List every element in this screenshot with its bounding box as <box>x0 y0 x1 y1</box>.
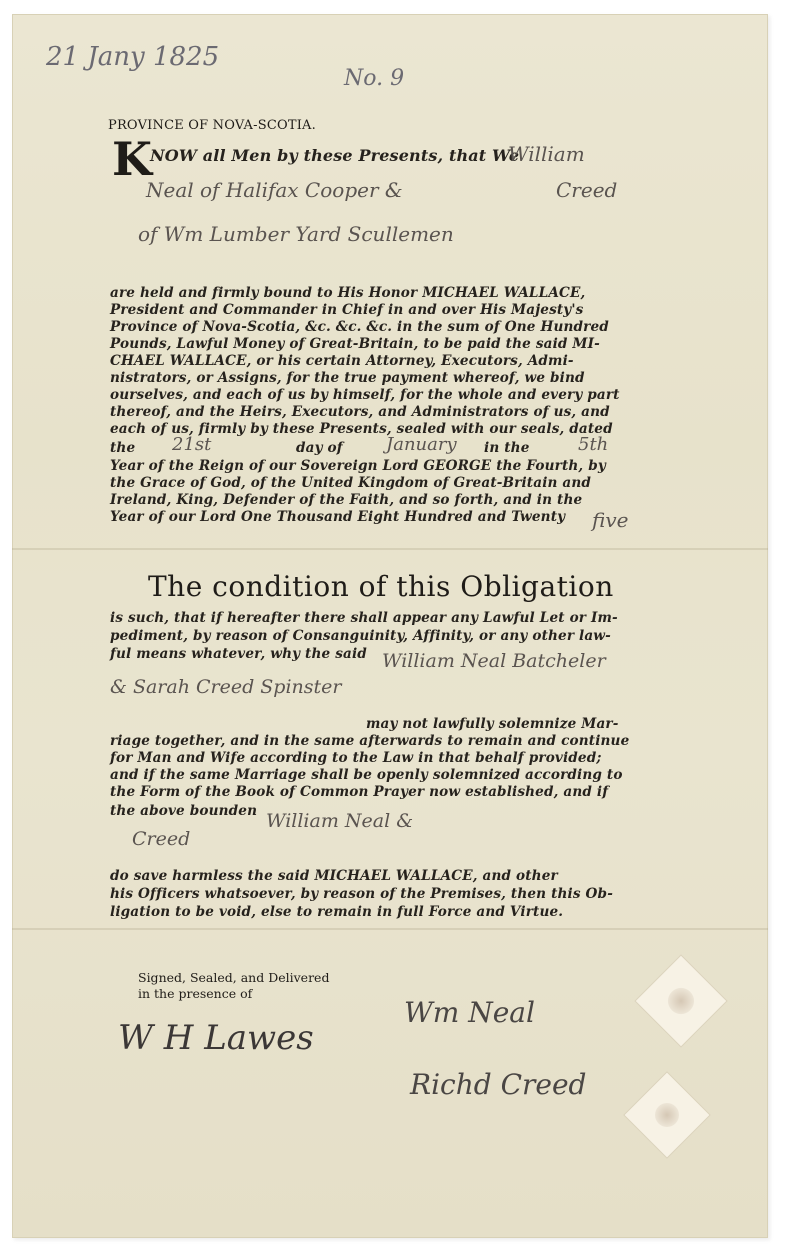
bond-line: each of us, firmly by these Presents, sealed with our seals, dated <box>110 421 613 437</box>
may-not-line: may not lawfully solemnize Mar- <box>366 716 619 732</box>
bond-line: Province of Nova-Scotia, &c. &c. &c. in the sum of One Hundred <box>110 319 609 335</box>
condition-line: pediment, by reason of Consanguinity, Affinity, or any other law- <box>110 628 611 644</box>
names-fill-2b: Creed <box>556 178 618 202</box>
drop-cap: K <box>112 132 152 186</box>
fold-crease <box>12 548 768 550</box>
names-fill-2a: Neal of Halifax Cooper & <box>146 178 403 202</box>
fold-crease <box>12 928 768 930</box>
condition-line: and if the same Marriage shall be openly solemnized according to <box>110 767 623 783</box>
bond-line: nistrators, or Assigns, for the true payment whereof, we bind <box>110 370 585 386</box>
witness-label-2: in the presence of <box>138 986 253 1001</box>
above-bounden-label: the above bounden <box>110 803 258 819</box>
bride-fill: & Sarah Creed Spinster <box>110 676 342 698</box>
bond-line: CHAEL WALLACE, or his certain Attorney, Executors, Admi- <box>110 353 574 369</box>
year-line: Year of our Lord One Thousand Eight Hundred and Twenty <box>110 509 566 525</box>
regnal-year-fill: 5th <box>578 434 609 455</box>
reign-line: Ireland, King, Defender of the Faith, and so forth, and in the <box>110 492 583 508</box>
condition-heading: The condition of this Obligation <box>148 570 614 603</box>
bounden-fill-1: William Neal & <box>266 810 414 832</box>
groom-fill: William Neal Batcheler <box>382 650 606 672</box>
closing-line: ligation to be void, else to remain in full Force and Virtue. <box>110 904 564 920</box>
signature-creed: Richd Creed <box>410 1068 587 1101</box>
year-fill: five <box>592 508 629 532</box>
condition-line: the Form of the Book of Common Prayer now established, and if <box>110 784 609 800</box>
bond-line: ourselves, and each of us by himself, for the whole and every part <box>110 387 620 403</box>
opening-line: NOW all Men by these Presents, that We <box>150 146 520 165</box>
province-heading: PROVINCE OF NOVA-SCOTIA. <box>108 118 316 133</box>
date-annotation: 21 Jany 1825 <box>46 42 220 72</box>
bounden-fill-2: Creed <box>132 828 191 850</box>
witness-label-1: Signed, Sealed, and Delivered <box>138 970 330 985</box>
number-annotation: No. 9 <box>344 66 405 91</box>
day-of-label: day of <box>296 440 343 456</box>
condition-line: ful means whatever, why the said <box>110 646 367 662</box>
dated-the: the <box>110 440 136 456</box>
witness-signature: W H Lawes <box>118 1018 314 1058</box>
reign-line: Year of the Reign of our Sovereign Lord GEORGE the Fourth, by <box>110 458 606 474</box>
bond-line: are held and firmly bound to His Honor MICHAEL WALLACE, <box>110 285 586 301</box>
month-fill: January <box>386 434 457 455</box>
bond-line: President and Commander in Chief in and over His Majesty's <box>110 302 584 318</box>
condition-line: riage together, and in the same afterwards to remain and continue <box>110 733 630 749</box>
reign-line: the Grace of God, of the United Kingdom of Great-Britain and <box>110 475 592 491</box>
closing-line: do save harmless the said MICHAEL WALLACE, and other <box>110 868 558 884</box>
signature-neal: Wm Neal <box>404 996 535 1029</box>
bond-line: thereof, and the Heirs, Executors, and Administrators of us, and <box>110 404 610 420</box>
in-the-label: in the <box>484 440 530 456</box>
condition-line: is such, that if hereafter there shall appear any Lawful Let or Im- <box>110 610 618 626</box>
names-fill-3: of Wm Lumber Yard Scullemen <box>138 222 454 246</box>
day-fill: 21st <box>172 434 212 455</box>
condition-line: for Man and Wife according to the Law in that behalf provided; <box>110 750 602 766</box>
closing-line: his Officers whatsoever, by reason of the Premises, then this Ob- <box>110 886 613 902</box>
bond-line: Pounds, Lawful Money of Great-Britain, to be paid the said MI- <box>110 336 600 352</box>
names-fill-1: William <box>508 142 585 166</box>
